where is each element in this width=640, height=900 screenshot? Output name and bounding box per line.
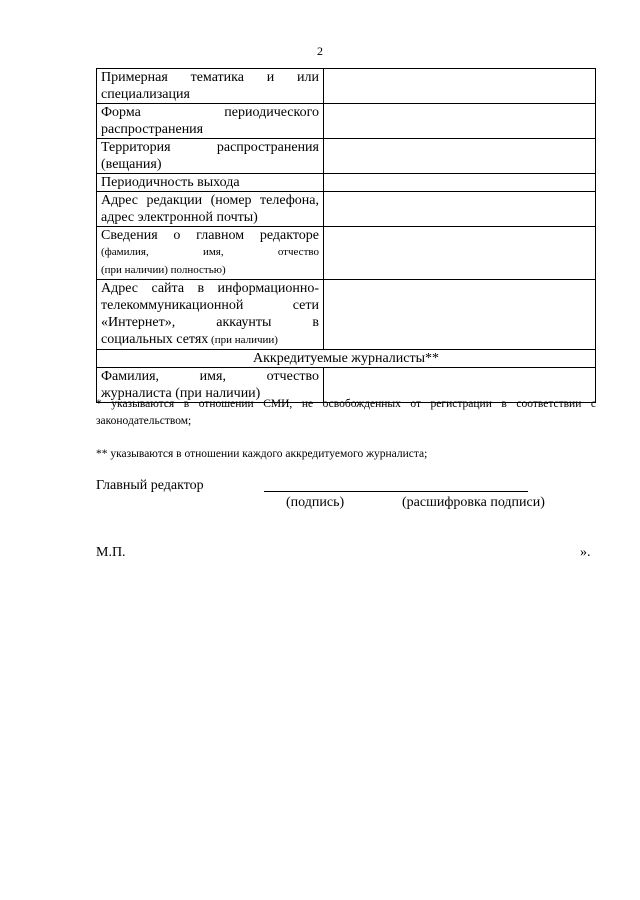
signature-decoding-caption: (расшифровка подписи): [402, 495, 545, 510]
row-label-journalist-name: Фамилия, имя, отчество журналиста (при наличии): [97, 368, 324, 403]
row-label-chief-editor: Сведения о главном редакторе (фамилия, имя, отчество (при наличии) полностью): [97, 227, 324, 280]
stamp-place-label: М.П.: [96, 545, 126, 560]
page-number: 2: [317, 44, 323, 58]
table-row: [97, 280, 596, 350]
footnote-2: ** указываются в отношении каждого аккредитуемого журналиста;: [96, 448, 428, 460]
row-value-website[interactable]: [324, 280, 596, 350]
row-value-chief-editor[interactable]: [324, 227, 596, 280]
section-heading-journalists: Аккредитуемые журналисты**: [97, 350, 596, 368]
footnotes: [96, 396, 596, 463]
table-row: [97, 104, 596, 139]
signature-caption: (подпись): [286, 495, 345, 510]
row-value-distribution-form[interactable]: [324, 104, 596, 139]
row-label-website: Адрес сайта в информационно- телекоммуникационной сети «Интернет», аккаунты в социальных сетях (при наличии): [97, 280, 324, 350]
row-label-editorial-address: Адрес редакции (номер телефона, адрес электронной почты): [97, 192, 324, 227]
table-row: [97, 192, 596, 227]
signature-title: Главный редактор: [96, 478, 204, 493]
section-row: [97, 350, 596, 368]
row-label-topic: Примерная тематика и или специализация: [97, 69, 324, 104]
signature-line[interactable]: [264, 491, 528, 492]
table-row: [97, 139, 596, 174]
table-row: [97, 174, 596, 192]
row-label-territory: Территория распространения (вещания): [97, 139, 324, 174]
row-value-frequency[interactable]: [324, 174, 596, 192]
footnote-1: * указываются в отношении СМИ, не освобожденных от регистрации в соответствии с законодательством;: [96, 398, 596, 427]
table-row: [97, 69, 596, 104]
table-row: [97, 227, 596, 280]
row-label-distribution-form: Форма периодического распространения: [97, 104, 324, 139]
row-label-frequency: Периодичность выхода: [97, 174, 324, 192]
application-form-table: [96, 68, 596, 403]
row-value-territory[interactable]: [324, 139, 596, 174]
row-value-editorial-address[interactable]: [324, 192, 596, 227]
closing-quote-mark: ».: [580, 545, 591, 560]
row-value-topic[interactable]: [324, 69, 596, 104]
